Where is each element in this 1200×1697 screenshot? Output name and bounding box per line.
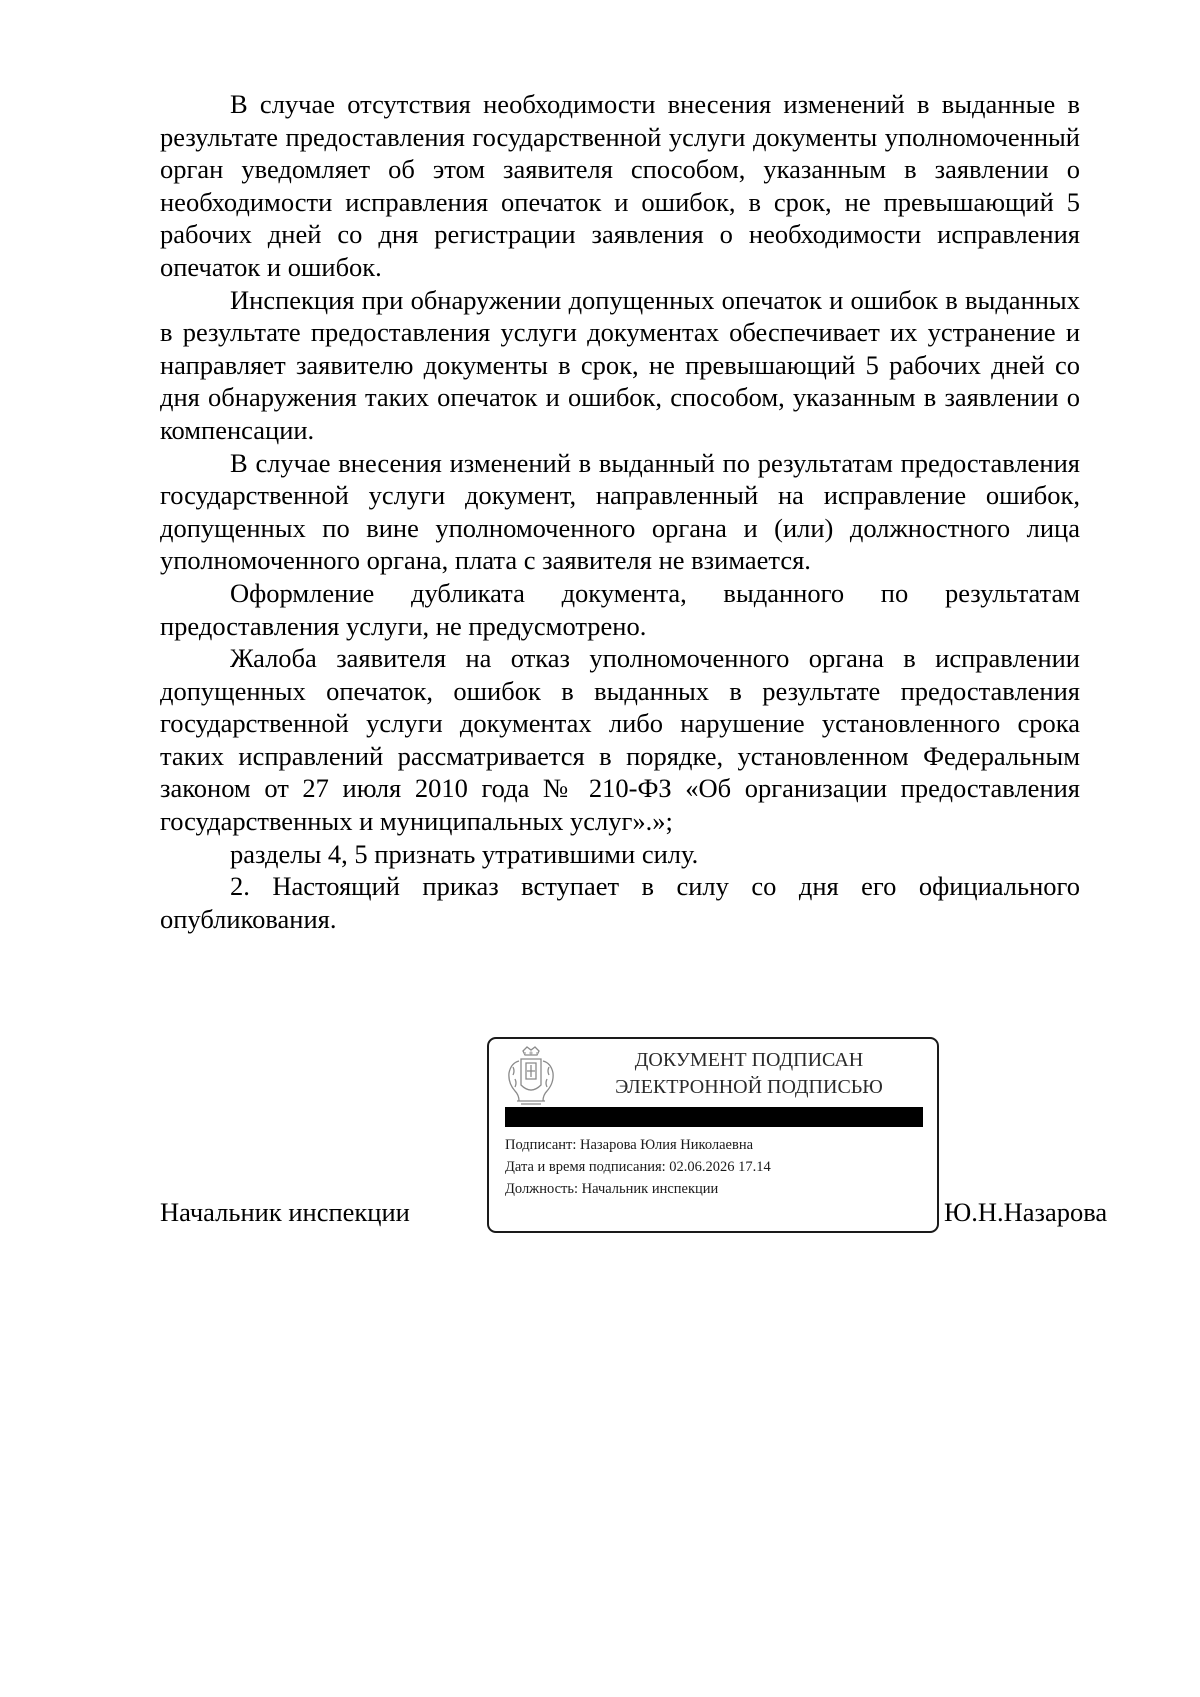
paragraph: Жалоба заявителя на отказ уполномоченного органа в исправлении допущенных опечаток, ошибок в выданных в результате предоставления государственной услуги документах либо нарушение установленного срока таких исправлений рассматривается в порядке, установленном Федеральным законом от 27 июля 2010 года № 210-ФЗ «Об организации предоставления государственных и муниципальных услуг».»; [160, 643, 1080, 837]
stamp-title-line: ЭЛЕКТРОННОЙ ПОДПИСЬЮ [615, 1076, 883, 1098]
stamp-title-line: ДОКУМЕНТ ПОДПИСАН [634, 1049, 864, 1071]
paragraph: Инспекция при обнаружении допущенных опечаток и ошибок в выданных в результате предоставления услуги документах обеспечивает их устранение и направляет заявителю документы в срок, не превышающий 5 рабочих дней со дня обнаружения таких опечаток и ошибок, способом, указанным в заявлении о компенсации. [160, 284, 1080, 445]
stamp-position: Должность: Начальник инспекции [505, 1181, 719, 1197]
coat-of-arms-icon [503, 1045, 559, 1107]
paragraph: В случае отсутствия необходимости внесения изменений в выданные в результате предоставления государственной услуги документы уполномоченный орган уведомляет об этом заявителя способом, указанным в заявлении о необходимости исправления опечаток и ошибок, в срок, не превышающий 5 рабочих дней со дня регистрации заявления о необходимости исправления опечаток и ошибок. [160, 89, 1080, 282]
document-body [160, 88, 1080, 935]
certificate-bar [505, 1107, 923, 1127]
stamp-title [569, 1047, 929, 1101]
paragraph: 2. Настоящий приказ вступает в силу со дня его официального опубликования. [160, 871, 1080, 934]
electronic-signature-stamp [487, 1037, 939, 1233]
paragraph: разделы 4, 5 признать утратившими силу. [230, 838, 699, 869]
paragraph: В случае внесения изменений в выданный по результатам предоставления государственной услуги документ, направленный на исправление ошибок, допущенных по вине уполномоченного органа и (или) должностного лица уполномоченного органа, плата с заявителя не взимается. [160, 447, 1080, 576]
stamp-signer: Подписант: Назарова Юлия Николаевна [505, 1137, 754, 1153]
stamp-details [505, 1134, 771, 1200]
signer-name: Ю.Н.Назарова [944, 1197, 1108, 1227]
signer-position: Начальник инспекции [160, 1197, 410, 1227]
stamp-datetime: Дата и время подписания: 02.06.2026 17.14 [505, 1159, 771, 1175]
paragraph: Оформление дубликата документа, выданного по результатам предоставления услуги, не предусмотрено. [160, 577, 1080, 641]
